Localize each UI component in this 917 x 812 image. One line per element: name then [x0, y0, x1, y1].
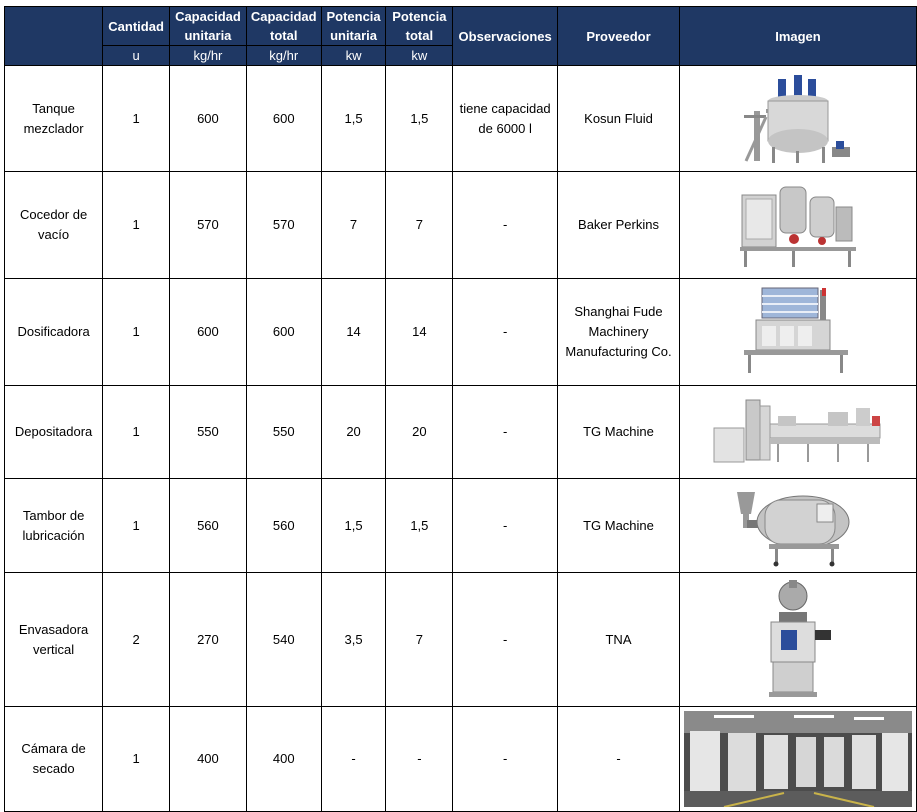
text-line: de 6000 l: [478, 120, 532, 136]
cell-capacidad-total: 600: [246, 279, 321, 386]
cell-imagen: [679, 479, 916, 573]
cell-potencia-unitaria: 20: [321, 386, 386, 479]
table-row: [5, 386, 917, 479]
cell-capacidad-unitaria: 600: [170, 66, 247, 172]
cell-capacidad-total: 570: [246, 172, 321, 279]
text-line: Kosun Fluid: [584, 110, 653, 126]
cell-potencia-unitaria: -: [321, 707, 386, 812]
text-line: Machinery: [588, 324, 649, 339]
header-row: [5, 7, 917, 46]
cell-equipment-name: [5, 279, 103, 386]
cell-equipment-name: [5, 707, 103, 812]
table-row: [5, 707, 917, 812]
cell-proveedor: [558, 172, 680, 279]
cell-imagen: [679, 172, 916, 279]
text-line: vacío: [38, 227, 70, 242]
text-line: TG Machine: [583, 517, 654, 533]
text-line: vertical: [32, 641, 75, 657]
cell-imagen: [679, 707, 916, 812]
cell-observaciones: [453, 66, 558, 172]
text-line: -: [502, 751, 508, 766]
text-line: Dosificadora: [17, 324, 90, 339]
coating-drum-icon: [684, 484, 912, 568]
cell-proveedor: [558, 707, 680, 812]
cell-potencia-unitaria: 1,5: [321, 66, 386, 172]
unit-capacidad-unitaria: kg/hr: [170, 46, 247, 66]
cell-observaciones: [453, 279, 558, 386]
text-line: -: [502, 217, 508, 232]
vertical-packer-icon: [684, 578, 912, 702]
unit-cantidad: u: [103, 46, 170, 66]
table-row: [5, 479, 917, 573]
cell-potencia-total: 7: [386, 172, 453, 279]
cell-equipment-name: [5, 573, 103, 707]
cell-cantidad: 1: [103, 479, 170, 573]
header-observaciones: Observaciones: [453, 7, 558, 66]
header-proveedor: Proveedor: [558, 7, 680, 66]
text-line: Tambor de: [22, 507, 85, 523]
table-row: [5, 172, 917, 279]
cell-observaciones: [453, 479, 558, 573]
text-line: Cocedor de: [19, 207, 88, 222]
mixing-tank-icon: [684, 71, 912, 167]
cell-equipment-name: [5, 479, 103, 573]
text-line: Manufacturing Co.: [565, 344, 672, 359]
cell-proveedor: [558, 573, 680, 707]
corner-header: [5, 7, 103, 66]
cell-observaciones: [453, 386, 558, 479]
text-line: Envasadora: [18, 621, 89, 637]
cell-capacidad-unitaria: 560: [170, 479, 247, 573]
cell-cantidad: 2: [103, 573, 170, 707]
cell-equipment-name: [5, 386, 103, 479]
drying-room-photo: [684, 711, 912, 807]
header-cantidad: Cantidad: [103, 7, 170, 46]
text-line: mezclador: [23, 120, 84, 136]
cell-potencia-total: 20: [386, 386, 453, 479]
text-line: Baker Perkins: [578, 217, 659, 232]
cell-potencia-unitaria: 14: [321, 279, 386, 386]
cell-imagen: [679, 66, 916, 172]
text-line: tiene capacidad: [459, 100, 551, 116]
cell-equipment-name: [5, 66, 103, 172]
header-potencia-unitaria: Potencia unitaria: [321, 7, 386, 46]
text-line: -: [502, 517, 508, 533]
table-row: [5, 573, 917, 707]
cell-capacidad-total: 600: [246, 66, 321, 172]
equipment-table: [4, 6, 917, 812]
header-capacidad-unitaria: Capacidad unitaria: [170, 7, 247, 46]
text-line: secado: [32, 761, 75, 776]
cell-equipment-name: [5, 172, 103, 279]
text-line: -: [502, 424, 508, 439]
cell-potencia-total: 1,5: [386, 479, 453, 573]
cell-potencia-unitaria: 7: [321, 172, 386, 279]
cell-potencia-total: -: [386, 707, 453, 812]
cell-proveedor: [558, 479, 680, 573]
cell-capacidad-unitaria: 550: [170, 386, 247, 479]
cell-cantidad: 1: [103, 386, 170, 479]
cell-observaciones: [453, 573, 558, 707]
cell-capacidad-total: 400: [246, 707, 321, 812]
cell-imagen: [679, 386, 916, 479]
cell-imagen: [679, 279, 916, 386]
cell-capacidad-total: 550: [246, 386, 321, 479]
header-potencia-total: Potencia total: [386, 7, 453, 46]
cell-capacidad-unitaria: 600: [170, 279, 247, 386]
cell-potencia-total: 7: [386, 573, 453, 707]
cell-capacidad-unitaria: 270: [170, 573, 247, 707]
table-body: [5, 66, 917, 812]
table-row: [5, 66, 917, 172]
cell-capacidad-unitaria: 400: [170, 707, 247, 812]
header-capacidad-total: Capacidad total: [246, 7, 321, 46]
cell-proveedor: [558, 279, 680, 386]
cell-imagen: [679, 573, 916, 707]
cell-potencia-unitaria: 1,5: [321, 479, 386, 573]
text-line: lubricación: [22, 527, 85, 543]
header-imagen: Imagen: [679, 7, 916, 66]
cell-cantidad: 1: [103, 172, 170, 279]
cell-capacidad-total: 560: [246, 479, 321, 573]
cell-potencia-total: 14: [386, 279, 453, 386]
text-line: Tanque: [32, 100, 75, 116]
table-row: [5, 279, 917, 386]
cell-observaciones: [453, 707, 558, 812]
cell-capacidad-total: 540: [246, 573, 321, 707]
cell-proveedor: [558, 386, 680, 479]
text-line: TG Machine: [583, 424, 654, 439]
text-line: Depositadora: [14, 424, 93, 439]
text-line: Shanghai Fude: [574, 304, 663, 319]
cell-cantidad: 1: [103, 279, 170, 386]
unit-potencia-total: kw: [386, 46, 453, 66]
cell-potencia-total: 1,5: [386, 66, 453, 172]
cell-capacidad-unitaria: 570: [170, 172, 247, 279]
cell-cantidad: 1: [103, 707, 170, 812]
cell-observaciones: [453, 172, 558, 279]
text-line: Cámara de: [21, 741, 86, 756]
text-line: -: [502, 324, 508, 339]
depositor-line-icon: [684, 390, 912, 474]
text-line: -: [616, 751, 621, 766]
dosing-machine-icon: [684, 284, 912, 380]
unit-potencia-unitaria: kw: [321, 46, 386, 66]
text-line: -: [502, 631, 508, 647]
cell-proveedor: [558, 66, 680, 172]
text-line: TNA: [605, 631, 632, 647]
cell-potencia-unitaria: 3,5: [321, 573, 386, 707]
equipment-table-wrapper: [4, 6, 917, 812]
vacuum-cooker-icon: [684, 177, 912, 273]
unit-capacidad-total: kg/hr: [246, 46, 321, 66]
cell-cantidad: 1: [103, 66, 170, 172]
